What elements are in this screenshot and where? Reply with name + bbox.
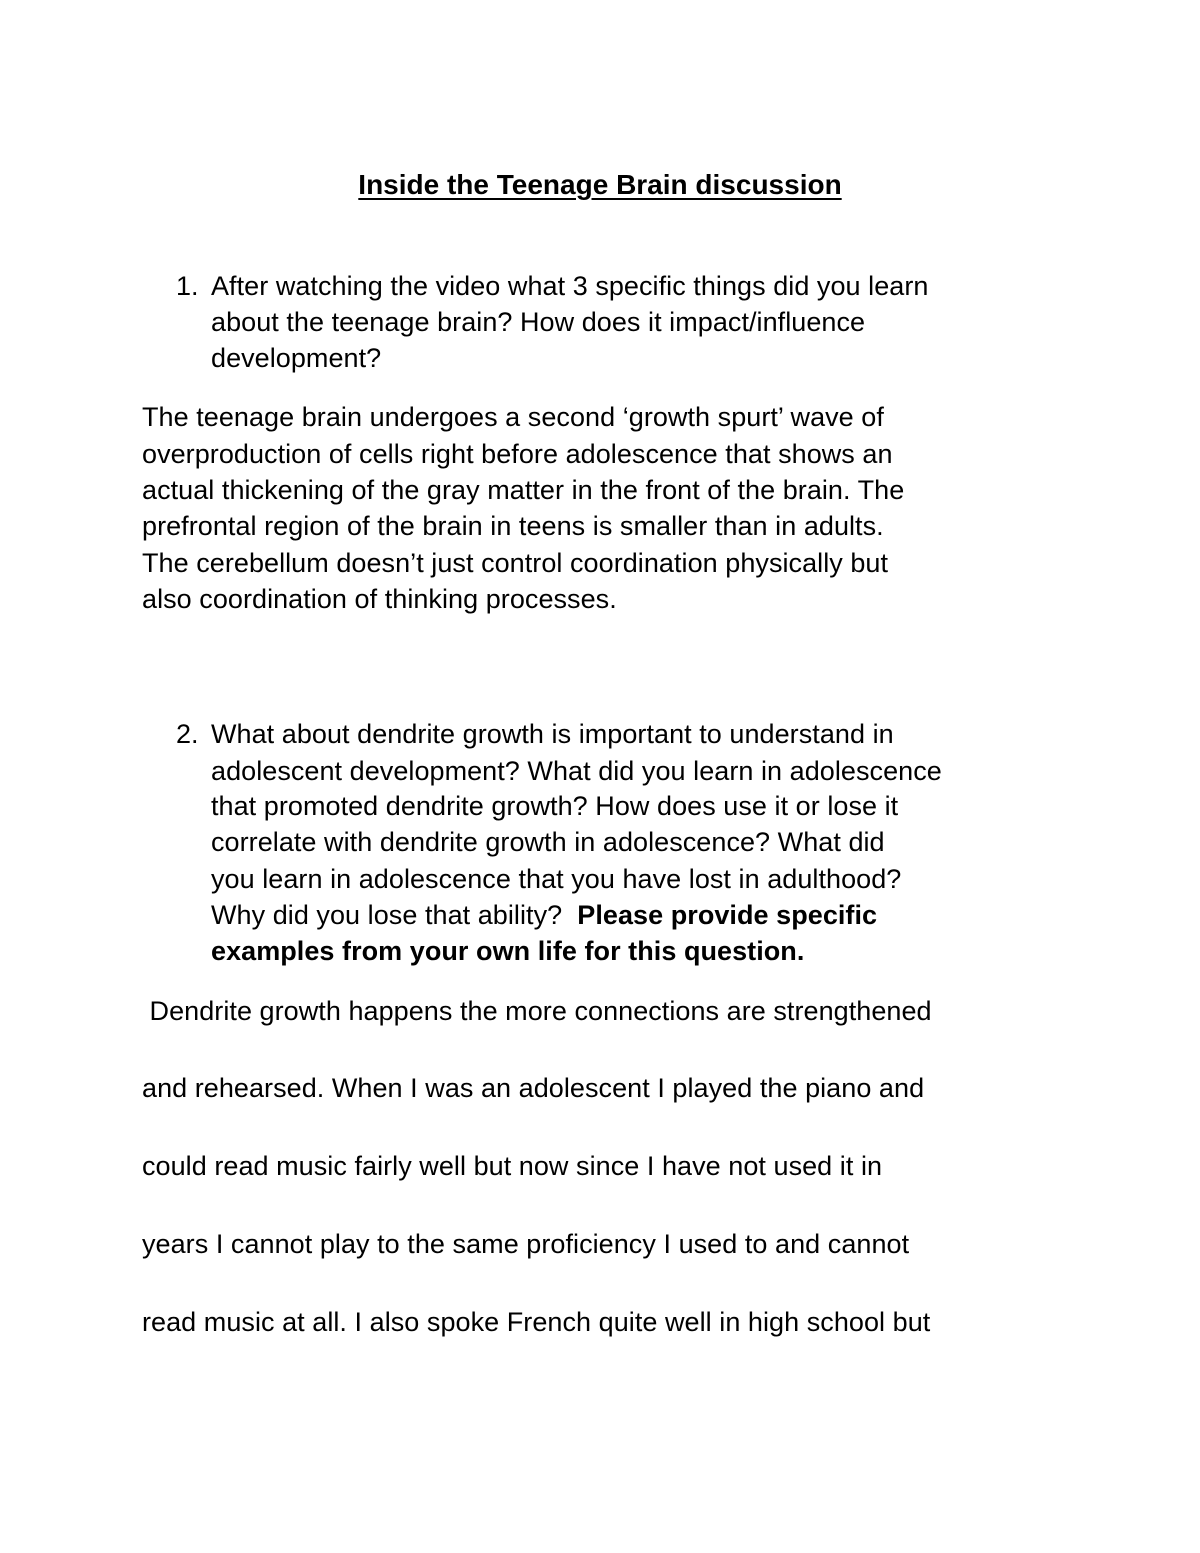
- question-1-number: 1.: [176, 271, 199, 301]
- answer-1-line-5: The cerebellum doesn’t just control coordination physically but: [142, 548, 889, 578]
- answer-2-line-1: Dendrite growth happens the more connections are strengthened: [142, 996, 932, 1026]
- question-2-line-2: adolescent development? What did you learn in adolescence: [211, 756, 942, 786]
- question-2-line-7: examples from your own life for this question.: [211, 936, 805, 966]
- answer-1-line-3: actual thickening of the gray matter in the front of the brain. The: [142, 475, 905, 505]
- question-2-line-4: correlate with dendrite growth in adolescence? What did: [211, 827, 885, 857]
- answer-1-line-6: also coordination of thinking processes.: [142, 584, 617, 614]
- question-1-line-2: about the teenage brain? How does it impact/influence: [211, 307, 866, 337]
- answer-2-line-2: and rehearsed. When I was an adolescent I played the piano and: [142, 1073, 925, 1103]
- question-2-bold-text: Please provide specific: [577, 900, 878, 930]
- answer-2-line-3: could read music fairly well but now since I have not used it in: [142, 1151, 883, 1181]
- question-2-line-1: What about dendrite growth is important to understand in: [211, 719, 894, 749]
- question-2-line-5: you learn in adolescence that you have lost in adulthood?: [211, 864, 902, 894]
- question-2-line-6: [211, 899, 877, 931]
- question-2-line-3: that promoted dendrite growth? How does use it or lose it: [211, 791, 899, 821]
- question-1-line-3: development?: [211, 343, 382, 373]
- question-2-plain-text: Why did you lose that ability?: [211, 900, 578, 930]
- question-1-line-1: After watching the video what 3 specific things did you learn: [211, 271, 929, 301]
- answer-2-line-5: read music at all. I also spoke French quite well in high school but: [142, 1307, 931, 1337]
- document-title: Inside the Teenage Brain discussion: [358, 169, 842, 200]
- answer-2-line-4: years I cannot play to the same proficiency I used to and cannot: [142, 1229, 910, 1259]
- answer-1-line-2: overproduction of cells right before adolescence that shows an: [142, 439, 893, 469]
- answer-1-line-1: The teenage brain undergoes a second ‘growth spurt’ wave of: [142, 402, 884, 432]
- question-2-number: 2.: [176, 719, 199, 749]
- answer-1-line-4: prefrontal region of the brain in teens is smaller than in adults.: [142, 511, 884, 541]
